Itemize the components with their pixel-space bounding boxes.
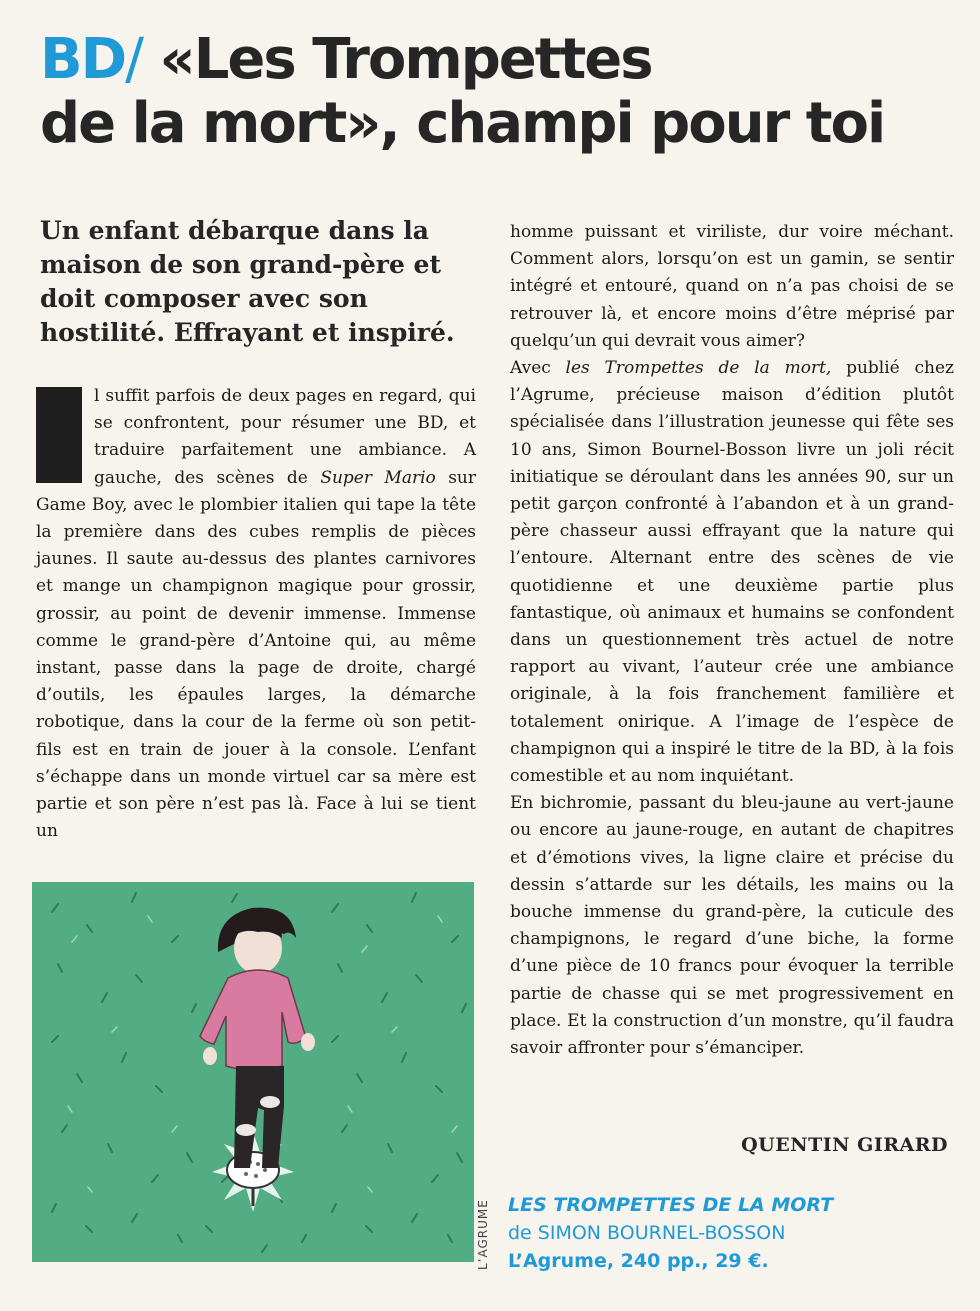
article-paragraph-1-start: l suffit parfois de deux pages en regard, qui se confrontent, pour résumer une BD, et traduire parfaitement une ambiance. A gauche, des scènes de [94,386,476,488]
article-paragraph-1-rest: sur Game Boy, avec le plombier italien qui tape la tête la première dans des cubes remplis de pièces jaunes. Il saute au-dessus des plantes carnivores et mange un champignon magique pour grossir, grossir, au point de devenir immense. Immense comme le grand-père d’Antoine qui, au même instant, passe dans la page de droite, chargé d’outils, les épaules larges, la démarche robotique, dans la cour de la ferme où son petit-fils est en train de jouer à la console. L’enfant s’échappe dans un monde virtuel car sa mère est partie et son père n’est pas là. Face à lui se tient un [36,467,477,842]
article-paragraph-2-rest: publié chez l’Agrume, précieuse maison d’édition plutôt spécialisée dans l’illustration jeunesse qui fête ses 10 ans, Simon Bournel-Bosson livre un joli récit initiatique se déroulant dans les années 90, sur un petit garçon confronté à l’abandon et à un grand-père chasseur aussi effrayant que la nature qui l’entoure. Alternant entre des scènes de vie quotidienne et une deuxième partie plus fantastique, où animaux et humains se confondent dans un questionnement très actuel de notre rapport au vivant, l’auteur crée une ambiance originale, à la fois franchement familière et totalement onirique. A l’image de l’espèce de champignon qui a inspiré le titre de la BD, à la fois comestible et au nom inquiétant. [510,358,954,787]
image-credit: L’AGRUME [476,1199,490,1270]
headline-slash: / [125,27,143,92]
article-paragraph-3: En bichromie, passant du bleu-jaune au vert-jaune ou encore au jaune-rouge, en autant de chapitres et d’émotions vives, la ligne claire et précise du dessin s’attarde sur les détails, les mains ou la bouche immense du grand-père, la cuticule des champignons, le regard d’une biche, la forme d’une pièce de 10 francs pour évoquer la terrible partie de chasse qui se met progressivement en place. Et la construction d’un monstre, qu’il faudra savoir affronter pour s’émanciper. [510,793,954,1059]
headline [40,28,960,156]
book-author-prefix: de [508,1222,538,1244]
article-book-title: les Trompettes de la mort, [565,358,832,379]
byline-signature: QUENTIN GIRARD [741,1134,948,1156]
headline-title-part-1: «Les Trompettes [142,27,652,92]
book-author-line [508,1219,948,1247]
article-column-right [510,219,954,1062]
book-publisher-details: L’Agrume, 240 pp., 29 €. [508,1250,769,1272]
article-game-title: Super Mario [320,467,436,488]
book-info-box [508,1191,948,1275]
headline-line-1 [40,28,960,92]
book-author: SIMON BOURNEL-BOSSON [537,1222,786,1244]
drop-cap-i [36,387,82,483]
headline-line-2: de la mort», champi pour toi [40,91,885,156]
article-paragraph-2-start: Avec [510,358,566,379]
standfirst: Un enfant débarque dans la maison de son grand-père et doit composer avec son hostilité. Effrayant et inspiré. [40,216,455,347]
headline-kicker: BD [40,27,126,92]
book-title: LES TROMPETTES DE LA MORT [508,1194,834,1216]
illustration-drawing [32,882,474,1262]
comic-illustration [32,882,474,1262]
article-paragraph-2 [510,355,954,790]
article-paragraph-continued: homme puissant et viriliste, dur voire méchant. Comment alors, lorsqu’on est un gamin, se sentir intégré et entouré, quand on n’a pas choisi de se retrouver là, et encore moins d’être méprisé par quelqu’un qui devrait vous aimer? [510,222,954,351]
article-column-left [36,383,476,845]
